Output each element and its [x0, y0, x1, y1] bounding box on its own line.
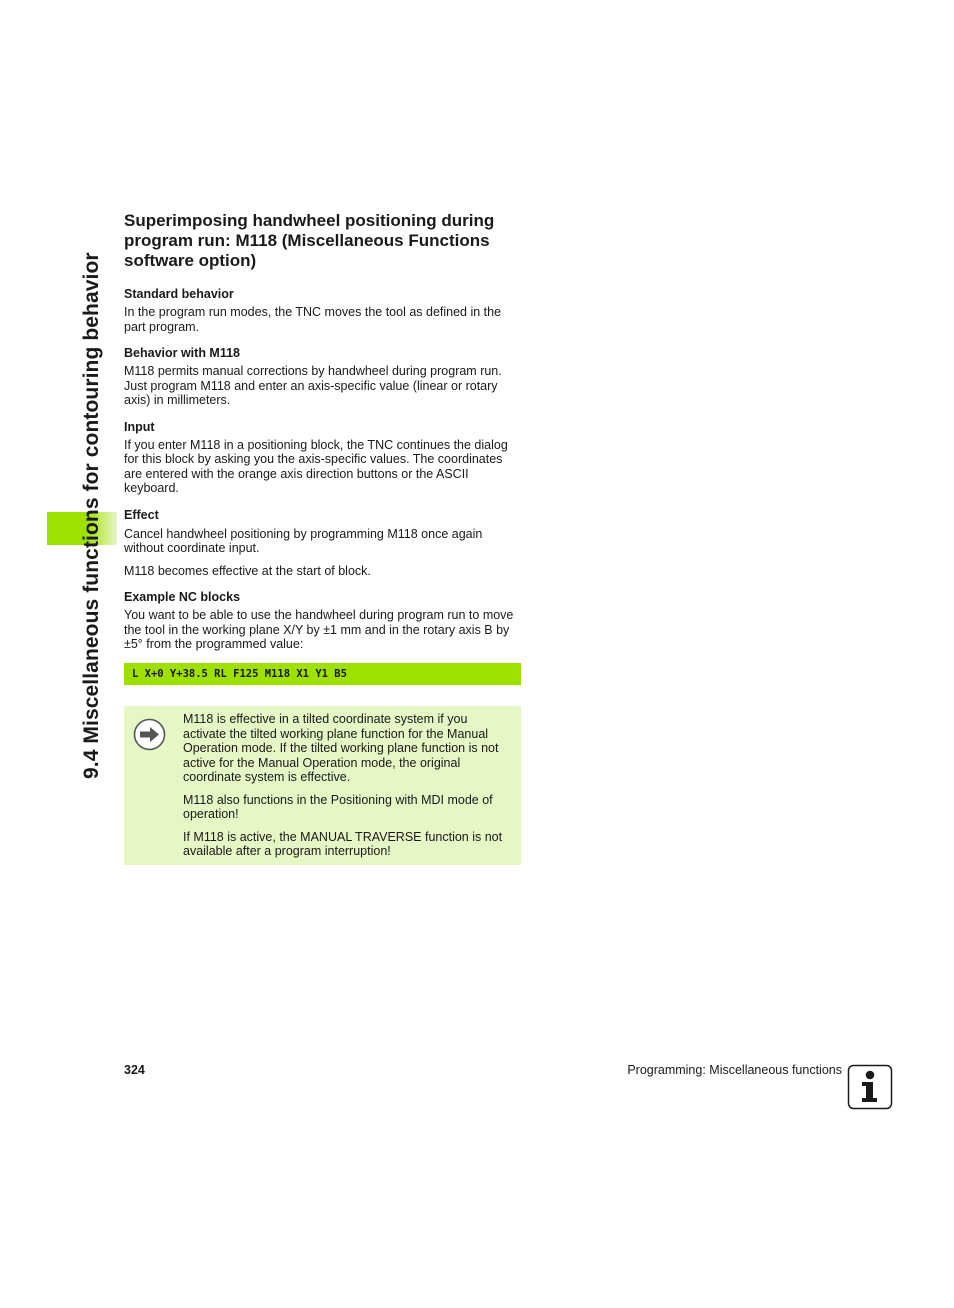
section-heading: Superimposing handwheel positioning during program run: M118 (Miscellaneous Functions software option)	[124, 211, 495, 270]
effect-heading: Effect	[124, 507, 159, 522]
footer-chapter-title: Programming: Miscellaneous functions	[627, 1063, 842, 1077]
effect-text-2: M118 becomes effective at the start of block.	[124, 563, 371, 578]
standard-behavior-heading: Standard behavior	[124, 287, 234, 301]
input-text: If you enter M118 in a positioning block, the TNC continues the dialog for this block by asking you the axis-specific values. The coordinates are entered with the orange axis direction buttons or the ASCII keyboard.	[124, 437, 508, 495]
main-content	[124, 211, 521, 652]
effect-text-1: Cancel handwheel positioning by programming M118 once again without coordinate input.	[124, 526, 483, 555]
arrow-right-icon	[133, 718, 166, 751]
input-heading: Input	[124, 419, 155, 434]
page-number: 324	[124, 1063, 145, 1077]
chapter-side-title: 9.4 Miscellaneous functions for contouring behavior	[80, 252, 103, 779]
example-heading: Example NC blocks	[124, 590, 241, 604]
note-paragraph-1: M118 is effective in a tilted coordinate system if you activate the tilted working plane function for the Manual Operation mode. If the tilted working plane function is not active for the Manual Operation mode, the original coordinate system is effective.	[183, 712, 499, 784]
note-paragraph-3: If M118 is active, the MANUAL TRAVERSE function is not available after a program interruption!	[183, 829, 503, 858]
nc-code-block: L X+0 Y+38.5 RL F125 M118 X1 Y1 B5	[124, 663, 521, 685]
example-text: You want to be able to use the handwheel during program run to move the tool in the working plane X/Y by ±1 mm and in the rotary axis B by ±5° from the programmed value:	[124, 608, 514, 651]
behavior-m118-text: M118 permits manual corrections by handwheel during program run. Just program M118 and enter an axis-specific value (linear or rotary axis) in millimeters.	[124, 364, 502, 407]
info-icon	[847, 1064, 893, 1110]
note-paragraph-2: M118 also functions in the Positioning with MDI mode of operation!	[183, 792, 493, 821]
standard-behavior-text: In the program run modes, the TNC moves the tool as defined in the part program.	[124, 305, 502, 334]
note-box	[124, 706, 521, 865]
behavior-m118-heading: Behavior with M118	[124, 346, 241, 360]
